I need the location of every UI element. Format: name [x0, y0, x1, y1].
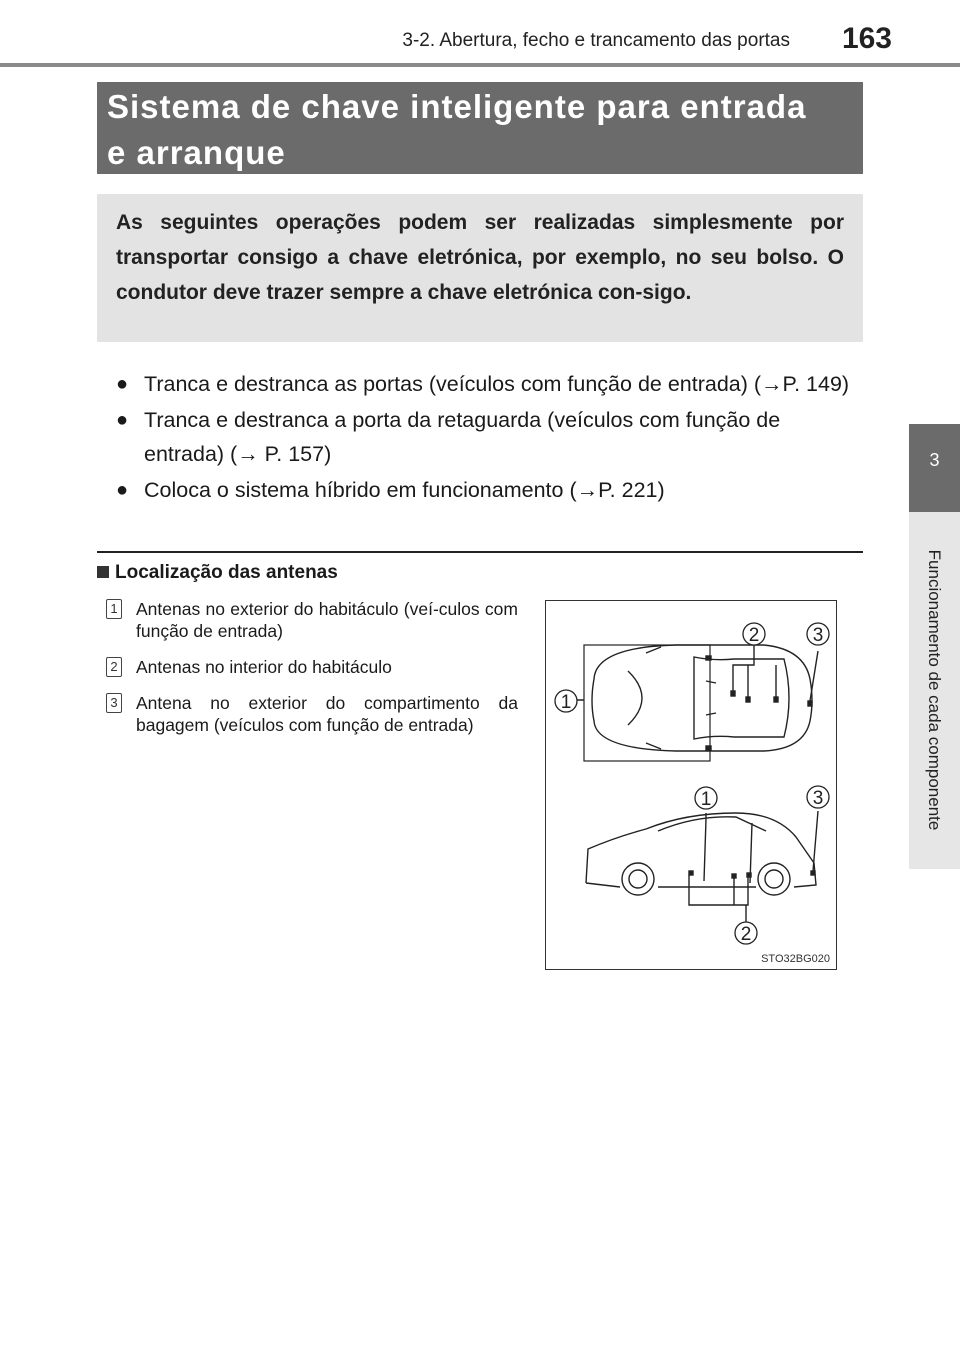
leader-line-rear-top — [810, 651, 818, 701]
antenna-location-figure — [545, 600, 837, 970]
list-item-text: Tranca e destranca as portas (veículos com função de entrada) (→P. 149) — [144, 372, 850, 396]
chapter-tab-number: 3 — [929, 450, 940, 470]
square-bullet-icon — [97, 566, 109, 578]
running-header-section: 3-2. Abertura, fecho e trancamento das portas — [402, 30, 790, 51]
subsection-heading — [97, 562, 338, 584]
bullet-icon: ● — [116, 373, 129, 395]
antenna-item — [106, 656, 518, 678]
item-text: Antenas no interior do habitáculo — [136, 657, 392, 677]
section-title — [97, 82, 863, 174]
antenna-marker — [808, 701, 812, 706]
car-diagram — [546, 601, 836, 969]
antenna-marker — [706, 746, 711, 750]
antenna-item — [106, 598, 518, 642]
leader-lines-side — [689, 813, 748, 927]
callout-top-2: 2 — [748, 625, 760, 646]
callout-bottom-2: 2 — [740, 924, 752, 945]
list-item-text: Tranca e destranca a porta da retaguarda (veículos com função de entrada) (→ P. 157) — [144, 408, 781, 466]
antenna-marker — [706, 656, 711, 660]
intro-box — [97, 194, 863, 342]
callout-bottom-1: 1 — [700, 789, 712, 810]
car-top-view — [592, 645, 812, 751]
intro-text: As seguintes operações podem ser realizadas simplesmente por transportar consigo a chave eletrónica, por exemplo, no seu bolso. O condutor deve trazer sempre a chave eletrónica con-sigo. — [116, 211, 844, 304]
antenna-marker — [811, 871, 815, 875]
header-rule — [0, 63, 960, 67]
antenna-item — [106, 692, 518, 736]
item-number: 1 — [106, 599, 122, 619]
chapter-tab-label: Funcionamento de cada componente — [925, 549, 944, 831]
car-side-view — [586, 813, 816, 887]
page-number: 163 — [841, 22, 892, 55]
bullet-icon: ● — [116, 479, 129, 501]
section-title-line-1: Sistema de chave inteligente para entrada — [107, 88, 807, 125]
item-number: 3 — [106, 693, 122, 713]
rear-wheel — [758, 863, 790, 895]
list-item — [116, 367, 864, 401]
list-item — [116, 403, 864, 471]
item-text: Antenas no exterior do habitáculo (veí-culos com função de entrada) — [136, 599, 518, 641]
bullet-icon: ● — [116, 409, 129, 431]
antenna-marker — [732, 874, 736, 878]
antenna-marker — [731, 691, 735, 696]
figure-code: STO32BG020 — [761, 953, 830, 965]
antenna-marker — [746, 697, 750, 702]
leader-lines-interior-top — [733, 643, 776, 697]
item-number: 2 — [106, 657, 122, 677]
leader-line-rear-side — [813, 811, 818, 871]
item-text: Antena no exterior do compartimento da bagagem (veículos com função de entrada) — [136, 693, 518, 735]
list-item-text: Coloca o sistema híbrido em funcionamento (→P. 221) — [144, 478, 665, 502]
callout-bottom-3: 3 — [812, 788, 824, 809]
feature-list — [116, 367, 864, 509]
section-title-line-2: e arranque — [107, 134, 286, 171]
list-item — [116, 473, 864, 507]
antenna-marker — [689, 871, 693, 875]
subsection-title: Localização das antenas — [115, 562, 338, 583]
section-rule — [97, 551, 863, 553]
callout-top-3: 3 — [812, 625, 824, 646]
front-wheel — [622, 863, 654, 895]
callout-top-1: 1 — [560, 692, 572, 713]
antenna-list — [106, 598, 518, 750]
antenna-marker — [774, 697, 778, 702]
